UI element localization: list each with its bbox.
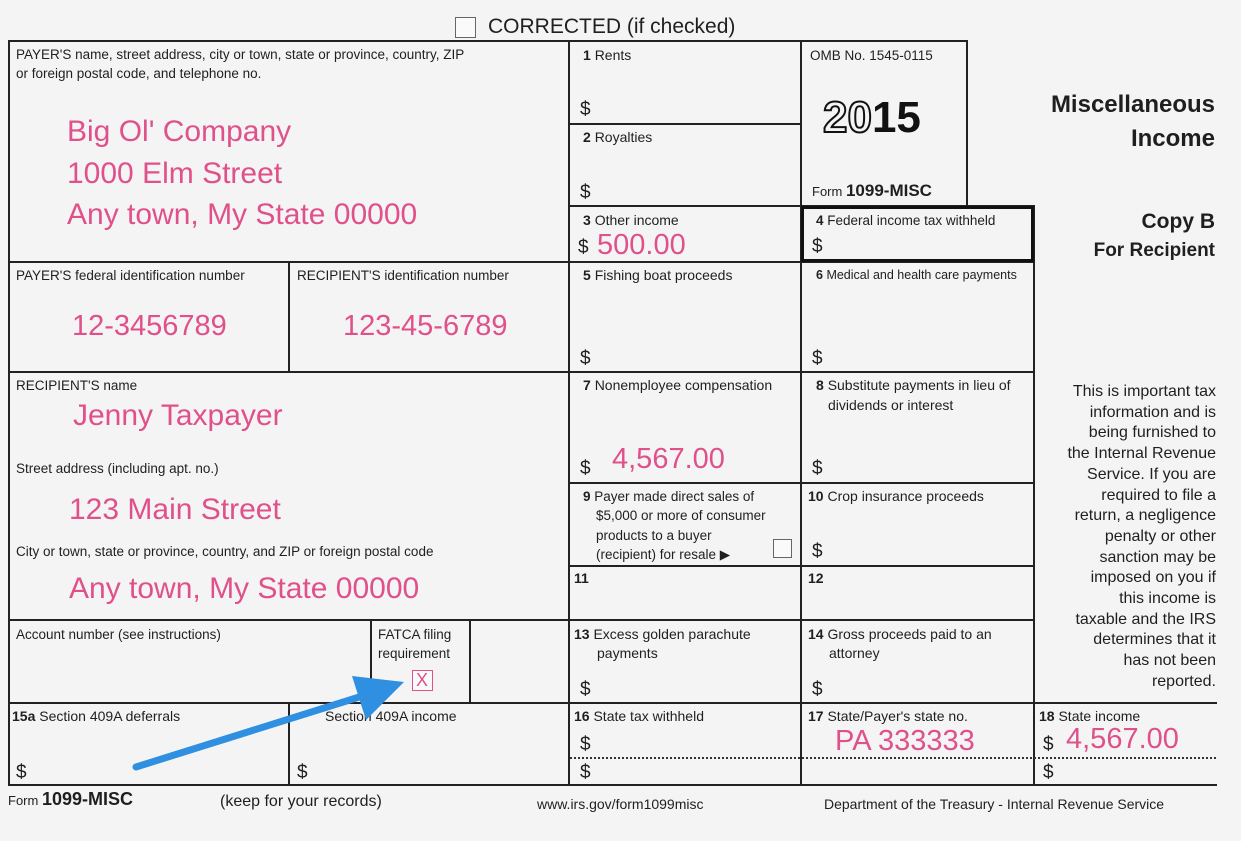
fatca-check-mark: X [416,670,429,690]
omb-number: OMB No. 1545-0115 [810,48,933,63]
recipient-city: Any town, My State 00000 [69,572,420,605]
notice-line: penalty or other [1104,527,1216,545]
box14-label-line2: attorney [829,645,880,661]
box4-label: 4 Federal income tax withheld [816,213,996,228]
box17-value: PA 333333 [835,725,975,757]
notice-line: return, a negligence [1074,507,1216,525]
footer-form-name: Form 1099-MISC [8,789,134,809]
payer-name: Big Ol' Company [67,115,292,148]
box13-label-line2: payments [597,645,658,661]
box9-label-line1: 9 Payer made direct sales of [583,489,755,504]
box10-dollar: $ [812,541,823,562]
notice-line: reported. [1151,672,1216,690]
recipient-tin-label: RECIPIENT'S identification number [297,268,509,283]
recipient-name-label: RECIPIENT'S name [16,378,138,393]
copy-label: Copy B [1141,210,1215,233]
box14-label-line1: 14 Gross proceeds paid to an [808,626,992,642]
box7-label: 7 Nonemployee compensation [583,377,773,393]
recipient-street-label: Street address (including apt. no.) [16,461,219,476]
box15a-dollar: $ [16,762,27,783]
box5-dollar: $ [580,348,591,369]
footer-url: www.irs.gov/form1099misc [537,796,704,812]
box6-dollar: $ [812,348,823,369]
box15a-label: 15a Section 409A deferrals [12,708,181,724]
recipient-city-label: City or town, state or province, country, and ZIP or foreign postal code [16,544,434,559]
account-label: Account number (see instructions) [16,627,221,642]
fatca-label-line2: requirement [378,646,451,661]
box18-dollar-1: $ [1043,734,1054,755]
box16-dollar-1: $ [580,734,591,755]
box9-label-line2: $5,000 or more of consumer [596,508,766,523]
box15b-label: Section 409A income [325,708,457,724]
box1-label: 1 Rents [583,47,632,63]
for-recipient-label: For Recipient [1093,240,1215,261]
payer-tin-value: 12-3456789 [72,310,227,342]
notice-line: the Internal Revenue [1067,445,1216,463]
box7-value: 4,567.00 [612,443,725,475]
notice-line: this income is [1119,590,1216,608]
box16-dollar-2: $ [580,762,591,783]
recipient-street: 123 Main Street [69,493,281,526]
notice-line: sanction may be [1099,548,1216,566]
header-form-name: Form 1099-MISC [812,181,932,200]
notice-line: information and is [1089,403,1216,421]
box6-label: 6 Medical and health care payments [816,268,1017,282]
payer-tin-label: PAYER'S federal identification number [16,268,245,283]
box16-label: 16 State tax withheld [574,708,704,724]
box9-label-line4: (recipient) for resale ▶ [596,547,731,562]
recipient-name: Jenny Taxpayer [73,399,283,432]
corrected-label: CORRECTED (if checked) [488,15,736,38]
payer-label-line2: or foreign postal code, and telephone no. [16,66,262,81]
box13-dollar: $ [580,679,591,700]
box10-label: 10 Crop insurance proceeds [808,488,984,504]
box8-label-line1: 8 Substitute payments in lieu of [816,377,1011,393]
box17-label: 17 State/Payer's state no. [808,708,968,724]
notice-line: taxable and the IRS [1075,610,1216,628]
box7-dollar: $ [580,458,591,479]
box8-dollar: $ [812,458,823,479]
box18-value: 4,567.00 [1066,723,1179,755]
box3-value: 500.00 [597,229,686,261]
notice-line: being furnished to [1088,424,1216,442]
box11-label: 11 [574,570,589,586]
notice-line: Service. If you are [1087,465,1216,483]
box4-dollar: $ [812,236,823,257]
tax-year-prefix: 20 [823,93,872,142]
box3-label: 3 Other income [583,212,679,228]
box9-label-line3: products to a buyer [596,528,712,543]
footer-keep: (keep for your records) [220,793,382,810]
payer-label-line1: PAYER'S name, street address, city or town, state or province, country, ZIP [16,47,465,62]
box14-dollar: $ [812,679,823,700]
box15b-dollar: $ [297,762,308,783]
footer-dept: Department of the Treasury - Internal Revenue Service [824,796,1165,812]
recipient-tin-value: 123-45-6789 [343,310,508,342]
box1-dollar: $ [580,99,591,120]
box3-dollar: $ [578,237,589,258]
form-title-line2: Income [1130,125,1215,152]
box13-label-line1: 13 Excess golden parachute [574,626,751,642]
box2-label: 2 Royalties [583,129,653,145]
box8-label-line2: dividends or interest [828,397,954,413]
box18-dollar-2: $ [1043,762,1054,783]
box12-label: 12 [808,570,824,586]
payer-city: Any town, My State 00000 [67,198,418,231]
form-title-line1: Miscellaneous [1050,91,1215,118]
payer-street: 1000 Elm Street [67,157,283,190]
box2-dollar: $ [580,182,591,203]
box18-label: 18 State income [1039,708,1141,724]
box5-label: 5 Fishing boat proceeds [583,267,733,283]
notice-line: This is important tax [1072,383,1216,400]
notice-line: has not been [1123,652,1216,670]
notice-line: determines that it [1093,631,1216,649]
fatca-label-line1: FATCA filing [378,627,452,642]
tax-year-suffix: 15 [871,93,921,142]
notice-line: imposed on you if [1090,569,1216,587]
notice-line: required to file a [1101,486,1216,504]
